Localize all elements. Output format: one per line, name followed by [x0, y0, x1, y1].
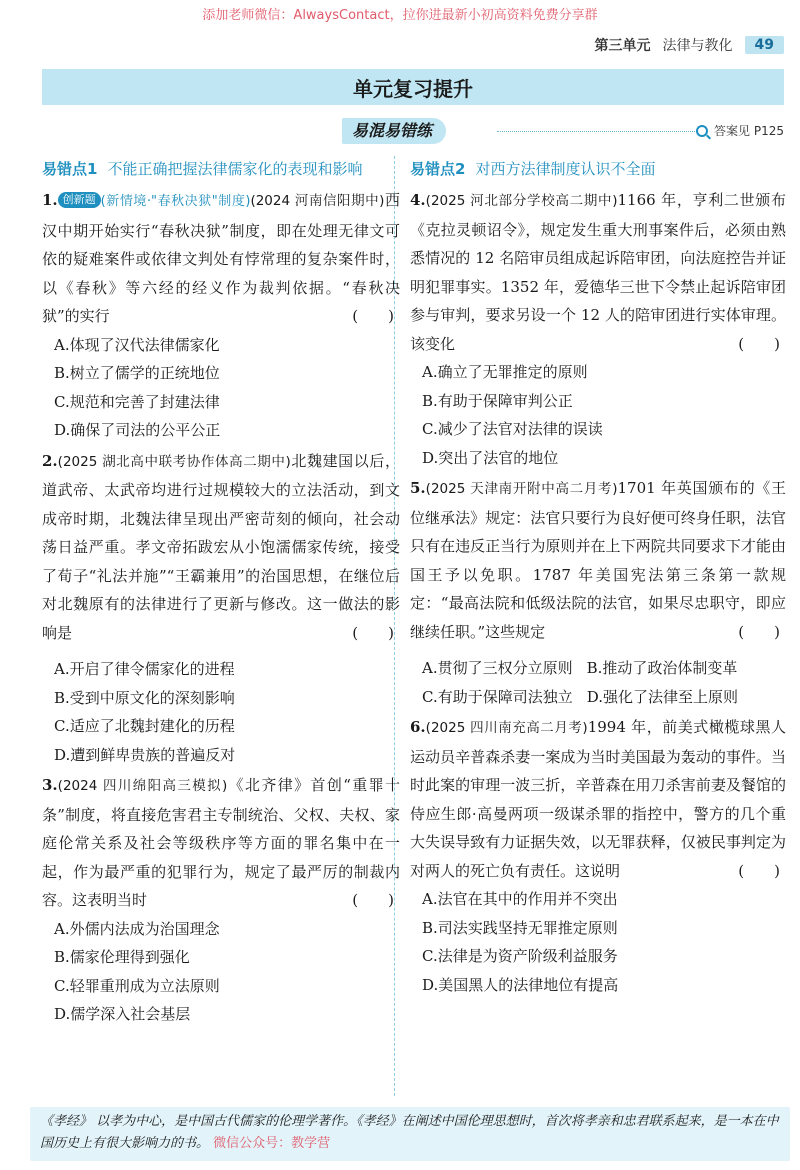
- answer-ref-text: 答案见 P125: [714, 124, 784, 138]
- search-icon: [696, 125, 708, 137]
- question-source: (2025 四川南充高二月考): [425, 720, 588, 736]
- option-d: D.遭到鲜卑贵族的普遍反对: [54, 745, 236, 764]
- option-c: C.适应了北魏封建化的历程: [54, 717, 235, 735]
- options: [42, 331, 400, 445]
- question-number: 4.: [410, 191, 426, 209]
- question-number: 3.: [42, 776, 58, 794]
- right-column: [410, 156, 786, 1001]
- section-label: 易混易错练: [342, 118, 446, 144]
- option-b: B.儒家伦理得到强化: [54, 948, 190, 966]
- unit-label: 第三单元: [594, 38, 651, 54]
- section-divider: [497, 131, 697, 132]
- answer-reference: [696, 122, 784, 139]
- section-header: [42, 118, 784, 144]
- question-stem: 1166 年，亨利二世颁布《克拉灵顿诏令》，规定发生重大刑事案件后，必须由熟悉情况的 12 名陪审员组成起诉陪审团，向法庭控告并证明犯罪事实。1352 年，爱德华三世下令禁止起诉陪审团参与审判，要求另设一个 12 人的陪审团进行实体审理。该变化: [410, 191, 786, 353]
- question-source: (2025 湖北高中联考协作体高二期中): [57, 453, 291, 470]
- options: [42, 915, 400, 1029]
- answer-blank: ( ): [738, 622, 780, 641]
- question-4: [410, 186, 786, 472]
- question-number: 1.: [42, 191, 58, 209]
- question-context: (新情境·"春秋决狱"制度): [100, 194, 251, 209]
- option-c: C.轻罪重刑成为立法原则: [54, 976, 220, 995]
- innovation-badge: 创新题: [58, 192, 101, 208]
- page-title: 单元复习提升: [42, 69, 784, 105]
- question-source: (2024 河南信阳期中): [250, 193, 385, 209]
- question-1: [42, 186, 400, 445]
- question-stem: 1994 年，前美式橄榄球黑人运动员辛普森杀妻一案成为当时美国最为轰动的事件。当时此案的审理一波三折，辛普森在用刀杀害前妻及餐馆的侍应生郎·高曼两项一级谋杀罪的指控中，警方的几个重大失误导致有力证据失效，以无罪获释，仅被民事判定为对两人的死亡负有责任。这说明: [410, 718, 786, 880]
- options: [410, 358, 786, 472]
- question-stem: 《北齐律》首创“重罪十条”制度，将直接危害君主专制统治、父权、夫权、家庭伦常关系及社会等级秩序等方面的罪名集中在一起，作为最严重的犯罪行为，规定了最严厉的制裁内容。这表明当时: [42, 776, 400, 909]
- question-5: [410, 474, 786, 711]
- topic-label: 法律与教化: [662, 38, 733, 54]
- option-b: B.司法实践坚持无罪推定原则: [422, 918, 618, 937]
- left-column: [42, 156, 400, 1031]
- option-a: A.法官在其中的作用并不突出: [422, 890, 618, 908]
- footer-wechat: 微信公众号：教学营: [213, 1136, 331, 1151]
- option-a: A.贯彻了三权分立原则: [422, 659, 573, 677]
- option-a: A.体现了汉代法律儒家化: [54, 335, 220, 354]
- error-point-text: 对西方法律制度认识不全面: [475, 160, 656, 178]
- option-b: B.推动了政治体制变革: [586, 659, 738, 677]
- error-point-1: [42, 156, 400, 182]
- error-point-2: [410, 156, 786, 182]
- footer-text: 《孝经》 以孝为中心，是中国古代儒家的伦理学著作。《孝经》在阐述中国伦理思想时，首次将孝亲和忠君联系起来，是一本在中国历史上有很大影响力的书。: [40, 1114, 779, 1151]
- answer-blank: ( ): [738, 334, 780, 353]
- page-number: 49: [745, 36, 784, 54]
- error-point-text: 不能正确把握法律儒家化的表现和影响: [107, 160, 363, 178]
- error-point-label: 易错点1: [42, 160, 98, 178]
- question-source: (2025 河北部分学校高二期中): [425, 193, 618, 209]
- question-number: 5.: [410, 479, 426, 497]
- question-stem: 北魏建国以后，道武帝、太武帝均进行过规模较大的立法活动，到文成帝时期，北魏法律呈现出严密苛刻的倾向，社会动荡日益严重。孝文帝拓跋宏从小饱濡儒家传统，接受了荀子“礼法并施”“王霸兼用”的治国思想，在继位后对北魏原有的法律进行了更新与修改。这一做法的影响是: [42, 451, 400, 642]
- option-a: A.外儒内法成为治国理念: [54, 919, 220, 938]
- question-2: [42, 447, 400, 770]
- option-d: D.确保了司法的公平公正: [54, 421, 221, 439]
- answer-blank: ( ): [352, 891, 394, 909]
- option-a: A.开启了律令儒家化的进程: [54, 660, 235, 678]
- question-number: 6.: [410, 718, 426, 736]
- option-d: D.强化了法律至上原则: [586, 687, 738, 706]
- watermark: 添加老师微信：AlwaysContact，拉你进最新小初高资料免费分享群: [202, 8, 598, 23]
- option-b: B.树立了儒学的正统地位: [54, 364, 220, 382]
- running-head: [595, 34, 784, 56]
- answer-blank: ( ): [738, 861, 780, 880]
- question-stem: 西汉中期开始实行“春秋决狱”制度，即在处理无律文可依的疑难案件或依律文判处有悖常理的复杂案件时，以《春秋》等六经的经义作为裁判依据。“春秋决狱”的实行: [42, 191, 400, 325]
- option-d: D.突出了法官的地位: [422, 448, 559, 467]
- option-b: B.受到中原文化的深刻影响: [54, 688, 235, 707]
- question-source: (2024 四川绵阳高三模拟): [57, 778, 228, 794]
- option-d: D.美国黑人的法律地位有提高: [422, 975, 619, 994]
- question-6: [410, 713, 786, 999]
- option-c: C.规范和完善了封建法律: [54, 392, 220, 411]
- option-c: C.法律是为资产阶级利益服务: [422, 947, 618, 965]
- question-number: 2.: [42, 451, 58, 470]
- options: [410, 885, 786, 999]
- question-stem: 1701 年英国颁布的《王位继承法》规定：法官只要行为良好便可终身任职，法官只有在违反正当行为原则并在上下两院共同要求下才能由国王予以免职。1787 年美国宪法第三条第一款规定：“最高法院和低级法院的法官，如果尽忠职守，即应继续任职。”这些规定: [410, 479, 786, 641]
- options: [42, 655, 400, 769]
- question-source: (2025 天津南开附中高二月考): [425, 481, 618, 497]
- option-c: C.减少了法官对法律的误读: [422, 420, 603, 438]
- question-3: [42, 771, 400, 1029]
- option-d: D.儒学深入社会基层: [54, 1005, 191, 1023]
- error-point-label: 易错点2: [410, 160, 466, 178]
- option-a: A.确立了无罪推定的原则: [422, 363, 588, 381]
- options: [410, 654, 786, 711]
- option-b: B.有助于保障审判公正: [422, 391, 573, 410]
- footer-note: [30, 1107, 790, 1161]
- answer-blank: ( ): [352, 307, 394, 325]
- answer-blank: ( ): [352, 623, 394, 642]
- option-c: C.有助于保障司法独立: [422, 687, 573, 706]
